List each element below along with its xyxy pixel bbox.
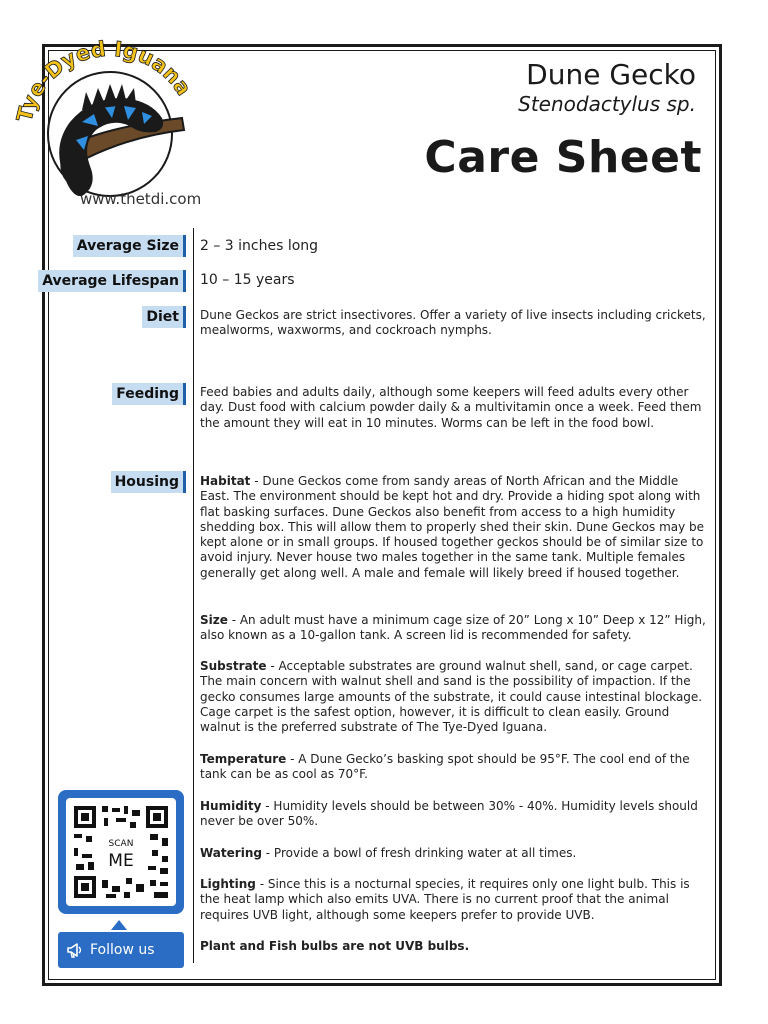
substrate-paragraph [200, 659, 710, 735]
lighting-paragraph [200, 877, 710, 923]
lighting-text: - Since this is a nocturnal species, it requires only one light bulb. This is the heat lamp which also emits UVA. There is no current proof that the animal requires UVB light, although some keepers prefer to provide UVB. [200, 877, 690, 922]
website-url[interactable]: www.thetdi.com [80, 190, 202, 208]
temperature-paragraph [200, 752, 710, 783]
average-size-value: 2 – 3 inches long [200, 238, 319, 254]
watering-text: - Provide a bowl of fresh drinking water at all times. [261, 846, 577, 860]
doc-title: Care Sheet [424, 132, 702, 183]
substrate-text: - Acceptable substrates are ground walnut shell, sand, or cage carpet. The main concern with walnut shell and sand is the possibility of impaction. If the gecko consumes large amounts of the substrate, it could cause intestinal blockage. Cage carpet is the safest option, however, it is difficult to clean easily. Ground walnut is the preferred substrate of The Tye-Dyed Iguana. [200, 659, 703, 735]
scientific-name: Stenodactylus sp. [518, 92, 696, 116]
habitat-text: - Dune Geckos come from sandy areas of North African and the Middle East. The environment should be kept hot and dry. Provide a hiding spot along with flat basking surfaces. Dune Geckos also benefit from access to a high humidity shedding box. This will allow them to properly shed their skin. Dune Geckos may be kept alone or in small groups. If housed together geckos should be of similar size to avoid injury. Never house two males together in the same tank. Multiple females generally get along well. A male and female will likely breed if housed together. [200, 474, 705, 580]
qr-me-text: ME [108, 851, 134, 871]
species-name: Dune Gecko [526, 58, 696, 91]
follow-us-label: Follow us [90, 942, 155, 958]
column-divider [193, 228, 194, 963]
species-heading [518, 58, 696, 116]
size-text: - An adult must have a minimum cage size of 20” Long x 10” Deep x 12” High, also known as a 10-gallon tank. A screen lid is recommended for safety. [200, 613, 706, 643]
average-lifespan-value: 10 – 15 years [200, 272, 295, 288]
qr-scan-text: SCAN [108, 839, 134, 849]
label-average-lifespan: Average Lifespan [38, 270, 186, 292]
humidity-text: - Humidity levels should be between 30% - 40%. Humidity levels should never be over 50%. [200, 799, 698, 829]
size-paragraph [200, 613, 710, 644]
size-title: Size [200, 613, 228, 627]
watering-paragraph [200, 846, 710, 861]
label-feeding: Feeding [112, 383, 186, 405]
label-average-size: Average Size [73, 235, 186, 257]
temperature-title: Temperature [200, 752, 287, 766]
label-housing: Housing [111, 471, 186, 493]
diet-text: Dune Geckos are strict insectivores. Offer a variety of live insects including crickets, mealworms, waxworms, and cockroach nymphs. [200, 308, 706, 338]
brand-logo [12, 26, 202, 206]
feeding-text: Feed babies and adults daily, although some keepers will feed adults every other day. Dust food with calcium powder daily & a multivitamin once a week. Feed them the amount they will eat in 10 minutes. Worms can be left in the food bowl. [200, 385, 702, 430]
lighting-title: Lighting [200, 877, 256, 891]
brand-arc-text: Tye-Dyed Iguana [12, 36, 196, 125]
watering-title: Watering [200, 846, 262, 860]
humidity-paragraph [200, 799, 710, 830]
qr-code[interactable] [66, 798, 176, 906]
megaphone-icon [66, 942, 84, 958]
habitat-paragraph [200, 474, 710, 581]
temperature-text: - A Dune Gecko’s basking spot should be 95°F. The cool end of the tank can be as cool as 70°F. [200, 752, 690, 782]
follow-us-button[interactable] [58, 932, 184, 968]
qr-code-card[interactable] [58, 790, 184, 914]
humidity-title: Humidity [200, 799, 262, 813]
qr-pointer [111, 920, 127, 930]
habitat-title: Habitat [200, 474, 251, 488]
label-diet: Diet [142, 306, 186, 328]
bulb-note: Plant and Fish bulbs are not UVB bulbs. [200, 939, 470, 953]
substrate-title: Substrate [200, 659, 267, 673]
